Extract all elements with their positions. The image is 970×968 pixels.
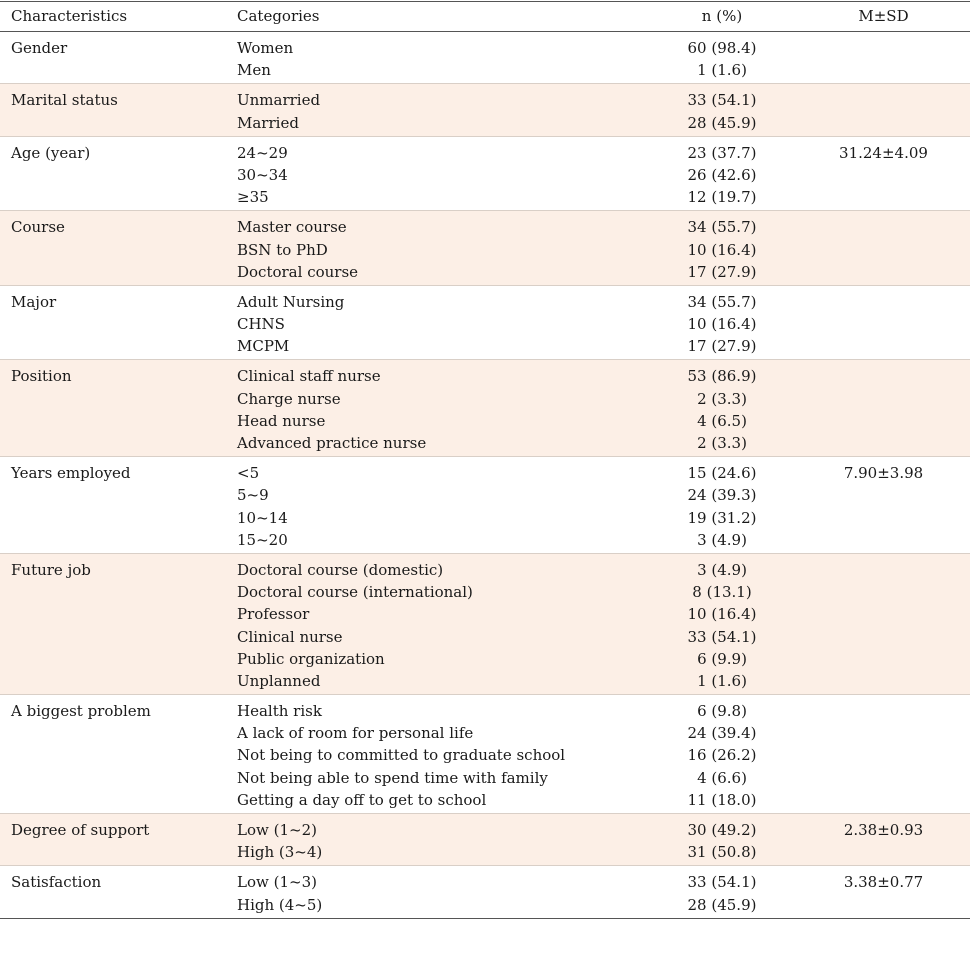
category-label: Unplanned xyxy=(237,671,321,690)
characteristic-label: Years employed xyxy=(11,464,131,483)
n-percent-value: 10 (16.4) xyxy=(687,315,757,334)
msd-value xyxy=(797,291,970,313)
category-label: Unmarried xyxy=(237,91,321,110)
header-characteristics: Characteristics xyxy=(11,7,128,25)
category-label: High (3~4) xyxy=(237,843,323,862)
table-row xyxy=(0,359,970,456)
category-label: Not being able to spend time with family xyxy=(237,768,548,787)
category-label: Master course xyxy=(237,218,347,237)
n-percent-value: 6 (9.8) xyxy=(697,702,747,721)
category-label: Doctoral course (international) xyxy=(237,583,473,602)
n-percent-value: 10 (16.4) xyxy=(687,605,757,624)
n-percent-value: 1 (1.6) xyxy=(697,61,747,80)
category-label: Professor xyxy=(237,605,310,624)
characteristic-label: Course xyxy=(11,218,65,237)
msd-value: 3.38±0.77 xyxy=(843,873,924,892)
n-percent-value: 1 (1.6) xyxy=(697,671,747,690)
characteristics-table xyxy=(0,1,970,919)
n-percent-value: 60 (98.4) xyxy=(687,39,757,57)
n-percent-value: 24 (39.4) xyxy=(687,724,757,743)
n-percent-value: 31 (50.8) xyxy=(687,843,757,862)
category-label: Health risk xyxy=(237,702,322,721)
n-percent-value: 4 (6.5) xyxy=(697,411,747,430)
category-label: 15~20 xyxy=(237,530,288,549)
msd-value xyxy=(797,700,970,722)
table-header xyxy=(0,1,970,32)
msd-value xyxy=(797,559,970,581)
category-label: Men xyxy=(237,61,271,80)
category-label: BSN to PhD xyxy=(237,240,328,259)
category-label: Charge nurse xyxy=(237,389,341,408)
characteristic-label: Age (year) xyxy=(11,143,91,162)
characteristic-label: A biggest problem xyxy=(11,702,151,721)
msd-value: 2.38±0.93 xyxy=(843,821,924,839)
characteristic-label: Position xyxy=(11,367,72,386)
table-row xyxy=(0,865,970,918)
table-row xyxy=(0,210,970,285)
category-label: Public organization xyxy=(237,649,385,668)
characteristic-label: Satisfaction xyxy=(11,873,102,892)
category-label: Low (1~3) xyxy=(237,873,317,892)
n-percent-value: 11 (18.0) xyxy=(687,790,757,809)
category-label: CHNS xyxy=(237,315,285,334)
category-label: Women xyxy=(237,39,294,57)
characteristic-label: Major xyxy=(11,292,57,311)
characteristic-label: Future job xyxy=(11,560,91,579)
category-label: Doctoral course xyxy=(237,262,359,281)
n-percent-value: 24 (39.3) xyxy=(687,486,757,505)
table-row xyxy=(0,136,970,211)
category-label: 30~34 xyxy=(237,165,288,184)
msd-value xyxy=(797,37,970,59)
table-body xyxy=(0,32,970,919)
n-percent-value: 17 (27.9) xyxy=(687,262,757,281)
n-percent-value: 2 (3.3) xyxy=(697,389,747,408)
category-label: 24~29 xyxy=(237,143,288,162)
category-label: A lack of room for personal life xyxy=(237,724,474,743)
n-percent-value: 33 (54.1) xyxy=(687,91,757,110)
category-label: MCPM xyxy=(237,337,290,356)
n-percent-value: 33 (54.1) xyxy=(687,873,757,892)
category-label: High (4~5) xyxy=(237,895,323,914)
n-percent-value: 30 (49.2) xyxy=(687,821,757,839)
n-percent-value: 15 (24.6) xyxy=(687,464,757,483)
table-row xyxy=(0,83,970,135)
table-row xyxy=(0,553,970,694)
category-label: Getting a day off to get to school xyxy=(237,790,487,809)
msd-value: 7.90±3.98 xyxy=(843,464,924,483)
category-label: Clinical staff nurse xyxy=(237,367,381,386)
table-row xyxy=(0,285,970,360)
category-label: ≥35 xyxy=(237,188,269,207)
n-percent-value: 34 (55.7) xyxy=(687,218,757,237)
header-msd: M±SD xyxy=(858,7,909,25)
category-label: Head nurse xyxy=(237,411,326,430)
n-percent-value: 3 (4.9) xyxy=(697,530,747,549)
category-label: Doctoral course (domestic) xyxy=(237,560,444,579)
characteristic-label: Gender xyxy=(11,39,68,57)
n-percent-value: 8 (13.1) xyxy=(692,583,752,602)
characteristic-label: Marital status xyxy=(11,91,118,110)
category-label: 10~14 xyxy=(237,508,288,527)
table-row xyxy=(0,813,970,865)
n-percent-value: 17 (27.9) xyxy=(687,337,757,356)
category-label: <5 xyxy=(237,464,260,483)
msd-value xyxy=(797,89,970,111)
n-percent-value: 33 (54.1) xyxy=(687,627,757,646)
category-label: Not being to committed to graduate school xyxy=(237,746,566,765)
header-n-percent: n (%) xyxy=(701,7,743,25)
n-percent-value: 19 (31.2) xyxy=(687,508,757,527)
n-percent-value: 34 (55.7) xyxy=(687,292,757,311)
msd-value xyxy=(797,216,970,238)
category-label: Low (1~2) xyxy=(237,821,317,839)
n-percent-value: 3 (4.9) xyxy=(697,560,747,579)
n-percent-value: 4 (6.6) xyxy=(697,768,747,787)
n-percent-value: 16 (26.2) xyxy=(687,746,757,765)
n-percent-value: 23 (37.7) xyxy=(687,143,757,162)
header-categories: Categories xyxy=(237,7,320,25)
category-label: 5~9 xyxy=(237,486,269,505)
category-label: Married xyxy=(237,113,299,132)
category-label: Advanced practice nurse xyxy=(237,434,427,452)
table-row xyxy=(0,456,970,553)
n-percent-value: 10 (16.4) xyxy=(687,240,757,259)
n-percent-value: 26 (42.6) xyxy=(687,165,757,184)
n-percent-value: 12 (19.7) xyxy=(687,188,757,207)
category-label: Clinical nurse xyxy=(237,627,343,646)
characteristic-label: Degree of support xyxy=(11,821,150,839)
msd-value: 31.24±4.09 xyxy=(839,143,928,162)
n-percent-value: 28 (45.9) xyxy=(687,113,757,132)
n-percent-value: 2 (3.3) xyxy=(697,434,747,452)
n-percent-value: 28 (45.9) xyxy=(687,895,757,914)
category-label: Adult Nursing xyxy=(237,292,345,311)
msd-value xyxy=(797,365,970,387)
n-percent-value: 6 (9.9) xyxy=(697,649,747,668)
table-row xyxy=(0,694,970,813)
n-percent-value: 53 (86.9) xyxy=(687,367,757,386)
table-row xyxy=(0,32,970,83)
